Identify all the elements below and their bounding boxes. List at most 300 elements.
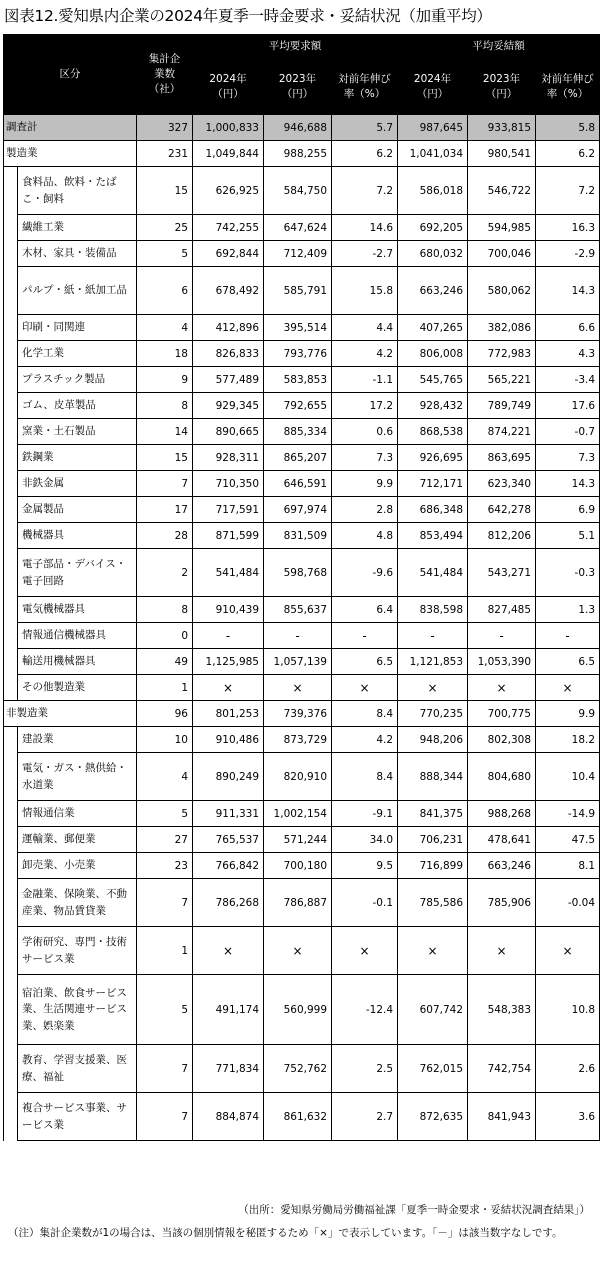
value-cell-set-2023: 623,340 [468,471,536,497]
value-cell-set-growth: 7.2 [536,167,600,215]
value-cell-set-growth: 3.6 [536,1093,600,1141]
value-cell-req-growth: 14.6 [332,215,398,241]
value-cell-set-2024: 770,235 [398,701,468,727]
value-cell-req-growth: 17.2 [332,393,398,419]
table-row [4,1045,600,1093]
table-row [4,419,600,445]
table-row [4,523,600,549]
value-cell-set-growth: 5.8 [536,115,600,141]
table-row [4,675,600,701]
table-row [4,341,600,367]
value-cell-req-2023: 792,655 [264,393,332,419]
value-cell-req-growth: -9.1 [332,801,398,827]
value-cell-set-2024: 706,231 [398,827,468,853]
category-cell: 教育、学習支援業、医療、福祉 [18,1045,137,1093]
value-cell-req-growth: 7.2 [332,167,398,215]
value-cell-count: 7 [137,1045,193,1093]
value-cell-req-growth: 2.7 [332,1093,398,1141]
value-cell-req-2023: 988,255 [264,141,332,167]
value-cell-req-growth: -1.1 [332,367,398,393]
value-cell-count: 49 [137,649,193,675]
table-row [4,975,600,1045]
value-cell-count: 28 [137,523,193,549]
value-cell-req-2024: 742,255 [193,215,264,241]
value-cell-set-2024: 888,344 [398,753,468,801]
value-cell-set-2024: 716,899 [398,853,468,879]
value-cell-req-growth: -9.6 [332,549,398,597]
value-cell-set-2023: 933,815 [468,115,536,141]
category-cell: ゴム、皮革製品 [18,393,137,419]
value-cell-count: 6 [137,267,193,315]
category-cell: 木材、家具・装備品 [18,241,137,267]
source-note: （出所：愛知県労働局労働福祉課「夏季一時金要求・妥結状況調査結果」） [238,1204,590,1216]
value-cell-count: 15 [137,445,193,471]
value-cell-set-2023: × [468,927,536,975]
value-cell-req-growth: 6.4 [332,597,398,623]
value-cell-req-2023: 1,002,154 [264,801,332,827]
value-cell-req-growth: × [332,927,398,975]
value-cell-req-2024: 766,842 [193,853,264,879]
value-cell-set-growth: 6.5 [536,649,600,675]
table-row [4,141,600,167]
value-cell-req-growth: 4.2 [332,341,398,367]
table-row [4,623,600,649]
value-cell-set-2023: 594,985 [468,215,536,241]
value-cell-set-2023: 863,695 [468,445,536,471]
value-cell-set-2023: 663,246 [468,853,536,879]
value-cell-set-2024: 541,484 [398,549,468,597]
table-body [4,115,600,1141]
table-row [4,267,600,315]
value-cell-req-growth: 5.7 [332,115,398,141]
value-cell-req-2023: × [264,927,332,975]
value-cell-set-2024: × [398,927,468,975]
value-cell-set-2024: 785,586 [398,879,468,927]
value-cell-req-2024: 890,665 [193,419,264,445]
value-cell-req-growth: 4.2 [332,727,398,753]
indent-cell [4,523,18,549]
value-cell-set-growth: 14.3 [536,471,600,497]
category-cell: 繊維工業 [18,215,137,241]
value-cell-req-growth: 8.4 [332,701,398,727]
indent-cell [4,419,18,445]
value-cell-req-2023: 865,207 [264,445,332,471]
value-cell-set-2023: 772,983 [468,341,536,367]
table-row [4,701,600,727]
value-cell-req-2024: 765,537 [193,827,264,853]
category-cell: 電気機械器具 [18,597,137,623]
value-cell-req-growth: 0.6 [332,419,398,445]
table-row [4,471,600,497]
value-cell-req-2024: 692,844 [193,241,264,267]
value-cell-req-2024: 1,125,985 [193,649,264,675]
value-cell-count: 8 [137,393,193,419]
value-cell-count: 9 [137,367,193,393]
value-cell-set-growth: 6.9 [536,497,600,523]
value-cell-count: 1 [137,927,193,975]
value-cell-set-growth: 16.3 [536,215,600,241]
value-cell-req-2024: 412,896 [193,315,264,341]
value-cell-req-2023: 786,887 [264,879,332,927]
value-cell-count: 17 [137,497,193,523]
category-cell: プラスチック製品 [18,367,137,393]
value-cell-set-growth: 17.6 [536,393,600,419]
value-cell-req-2023: × [264,675,332,701]
value-cell-req-growth: 4.8 [332,523,398,549]
value-cell-set-2024: - [398,623,468,649]
value-cell-req-2023: 752,762 [264,1045,332,1093]
value-cell-req-2024: 910,486 [193,727,264,753]
category-cell: 卸売業、小売業 [18,853,137,879]
value-cell-req-growth: 8.4 [332,753,398,801]
value-cell-req-2023: 584,750 [264,167,332,215]
category-cell: 運輸業、郵便業 [18,827,137,853]
figure-title: 図表12.愛知県内企業の2024年夏季一時金要求・妥結状況（加重平均） [4,7,492,25]
value-cell-req-2023: 861,632 [264,1093,332,1141]
table-row [4,827,600,853]
indent-cell [4,879,18,927]
value-cell-count: 2 [137,549,193,597]
value-cell-req-2023: 646,591 [264,471,332,497]
value-cell-count: 10 [137,727,193,753]
value-cell-req-growth: × [332,675,398,701]
value-cell-req-2024: - [193,623,264,649]
value-cell-set-2024: 868,538 [398,419,468,445]
value-cell-count: 7 [137,879,193,927]
value-cell-set-growth: -0.04 [536,879,600,927]
value-cell-req-growth: -12.4 [332,975,398,1045]
table-row [4,167,600,215]
value-cell-req-2023: 831,509 [264,523,332,549]
value-cell-req-2023: 583,853 [264,367,332,393]
indent-cell [4,341,18,367]
value-cell-set-2024: 841,375 [398,801,468,827]
table-row [4,597,600,623]
value-cell-req-growth: 4.4 [332,315,398,341]
table-row [4,801,600,827]
value-cell-req-2024: 890,249 [193,753,264,801]
value-cell-req-2024: 678,492 [193,267,264,315]
value-cell-req-2023: 946,688 [264,115,332,141]
value-cell-set-growth: 6.6 [536,315,600,341]
value-cell-req-2023: 598,768 [264,549,332,597]
table-row [4,393,600,419]
value-cell-req-growth: -0.1 [332,879,398,927]
table-row [4,727,600,753]
value-cell-set-2024: 838,598 [398,597,468,623]
value-cell-req-growth: 15.8 [332,267,398,315]
value-cell-set-2023: 988,268 [468,801,536,827]
table-row [4,879,600,927]
value-cell-set-growth: 4.3 [536,341,600,367]
value-cell-set-2024: 607,742 [398,975,468,1045]
indent-cell [4,975,18,1045]
category-cell: 電気・ガス・熱供給・水道業 [18,753,137,801]
header-settled-2024: 2024年（円） [398,60,468,115]
value-cell-set-2024: 663,246 [398,267,468,315]
indent-cell [4,827,18,853]
value-cell-set-2023: 812,206 [468,523,536,549]
indent-cell [4,241,18,267]
category-cell: 複合サービス事業、サービス業 [18,1093,137,1141]
value-cell-set-growth: 47.5 [536,827,600,853]
value-cell-set-2023: 642,278 [468,497,536,523]
indent-cell [4,753,18,801]
table-row [4,649,600,675]
indent-cell [4,727,18,753]
value-cell-req-2023: 885,334 [264,419,332,445]
value-cell-req-growth: - [332,623,398,649]
value-cell-set-2023: - [468,623,536,649]
indent-cell [4,445,18,471]
value-cell-set-growth: 9.9 [536,701,600,727]
value-cell-set-2023: 785,906 [468,879,536,927]
value-cell-req-growth: 2.5 [332,1045,398,1093]
value-cell-req-2024: 1,049,844 [193,141,264,167]
header-category: 区分 [4,35,137,115]
value-cell-req-2024: 871,599 [193,523,264,549]
value-cell-req-2023: 585,791 [264,267,332,315]
bonus-table [3,34,600,1141]
value-cell-set-growth: 14.3 [536,267,600,315]
value-cell-set-growth: 10.4 [536,753,600,801]
value-cell-req-2023: 700,180 [264,853,332,879]
category-cell: 鉄鋼業 [18,445,137,471]
category-cell: パルプ・紙・紙加工品 [18,267,137,315]
value-cell-count: 0 [137,623,193,649]
value-cell-count: 18 [137,341,193,367]
table-row [4,445,600,471]
table-row [4,115,600,141]
value-cell-req-2024: 928,311 [193,445,264,471]
value-cell-set-growth: -0.3 [536,549,600,597]
value-cell-count: 15 [137,167,193,215]
value-cell-set-2024: 762,015 [398,1045,468,1093]
table-row [4,549,600,597]
value-cell-set-2024: 1,041,034 [398,141,468,167]
indent-cell [4,853,18,879]
value-cell-set-2024: 712,171 [398,471,468,497]
value-cell-count: 5 [137,241,193,267]
value-cell-count: 5 [137,975,193,1045]
value-cell-req-growth: 6.5 [332,649,398,675]
value-cell-set-2024: 407,265 [398,315,468,341]
indent-cell [4,549,18,597]
value-cell-set-2023: 565,221 [468,367,536,393]
value-cell-set-2024: 806,008 [398,341,468,367]
value-cell-req-2024: 884,874 [193,1093,264,1141]
value-cell-req-2024: 1,000,833 [193,115,264,141]
value-cell-set-growth: -14.9 [536,801,600,827]
header-settled-growth: 対前年伸び率（%） [536,60,600,115]
value-cell-count: 8 [137,597,193,623]
category-cell: 情報通信機械器具 [18,623,137,649]
header-settled-2023: 2023年（円） [468,60,536,115]
value-cell-set-growth: 7.3 [536,445,600,471]
header-group-request: 平均要求額 [193,35,398,60]
value-cell-set-2023: 700,046 [468,241,536,267]
category-cell: 非鉄金属 [18,471,137,497]
value-cell-count: 96 [137,701,193,727]
value-cell-req-2024: 577,489 [193,367,264,393]
category-cell: 機械器具 [18,523,137,549]
value-cell-req-2024: 771,834 [193,1045,264,1093]
table-row [4,241,600,267]
value-cell-set-2023: 802,308 [468,727,536,753]
category-cell: 化学工業 [18,341,137,367]
value-cell-set-2024: × [398,675,468,701]
value-cell-req-2024: 911,331 [193,801,264,827]
value-cell-req-2024: 717,591 [193,497,264,523]
value-cell-set-growth: 6.2 [536,141,600,167]
value-cell-set-growth: -2.9 [536,241,600,267]
value-cell-req-2023: 395,514 [264,315,332,341]
header-request-2023: 2023年（円） [264,60,332,115]
category-cell: 宿泊業、飲食サービス業、生活関連サービス業、娯楽業 [18,975,137,1045]
value-cell-set-growth: 18.2 [536,727,600,753]
indent-cell [4,927,18,975]
value-cell-set-growth: 8.1 [536,853,600,879]
value-cell-count: 327 [137,115,193,141]
table-row [4,753,600,801]
indent-cell [4,267,18,315]
indent-cell [4,1045,18,1093]
value-cell-set-2024: 545,765 [398,367,468,393]
value-cell-req-growth: 34.0 [332,827,398,853]
table-row [4,853,600,879]
category-cell: 製造業 [4,141,137,167]
value-cell-set-growth: 2.6 [536,1045,600,1093]
table-row [4,927,600,975]
value-cell-set-2023: 742,754 [468,1045,536,1093]
value-cell-set-growth: - [536,623,600,649]
value-cell-req-2024: 541,484 [193,549,264,597]
value-cell-req-growth: -2.7 [332,241,398,267]
value-cell-req-2024: 786,268 [193,879,264,927]
indent-cell [4,315,18,341]
value-cell-count: 14 [137,419,193,445]
value-cell-req-2023: 793,776 [264,341,332,367]
header-count: 集計企業数（社） [137,35,193,115]
indent-cell [4,649,18,675]
value-cell-req-2024: 826,833 [193,341,264,367]
value-cell-req-growth: 7.3 [332,445,398,471]
value-cell-req-2023: - [264,623,332,649]
value-cell-count: 231 [137,141,193,167]
value-cell-count: 27 [137,827,193,853]
category-cell: 窯業・土石製品 [18,419,137,445]
value-cell-set-2023: 548,383 [468,975,536,1045]
category-cell: 印刷・同関連 [18,315,137,341]
value-cell-set-2023: 874,221 [468,419,536,445]
value-cell-set-2024: 692,205 [398,215,468,241]
indent-cell [4,471,18,497]
value-cell-req-2024: 929,345 [193,393,264,419]
indent-cell [4,215,18,241]
category-cell: 非製造業 [4,701,137,727]
category-cell: 輸送用機械器具 [18,649,137,675]
indent-cell [4,1093,18,1141]
value-cell-count: 7 [137,471,193,497]
category-cell: 金融業、保険業、不動産業、物品賃貸業 [18,879,137,927]
category-cell: その他製造業 [18,675,137,701]
value-cell-set-2024: 987,645 [398,115,468,141]
value-cell-set-2024: 926,695 [398,445,468,471]
value-cell-set-2024: 872,635 [398,1093,468,1141]
value-cell-set-2023: 382,086 [468,315,536,341]
header-request-growth: 対前年伸び率（%） [332,60,398,115]
category-cell: 食料品、飲料・たばこ・飼料 [18,167,137,215]
value-cell-req-2023: 739,376 [264,701,332,727]
value-cell-req-growth: 9.5 [332,853,398,879]
value-cell-req-2024: 801,253 [193,701,264,727]
value-cell-req-2024: 626,925 [193,167,264,215]
value-cell-set-growth: -0.7 [536,419,600,445]
value-cell-req-2023: 571,244 [264,827,332,853]
value-cell-set-2023: 1,053,390 [468,649,536,675]
footnote: （注）集計企業数が1の場合は、当該の個別情報を秘匿するため「×」で表示しています。「－」は該当数字なしです。 [8,1227,563,1239]
category-cell: 情報通信業 [18,801,137,827]
value-cell-req-2023: 647,624 [264,215,332,241]
table-row [4,215,600,241]
table-row [4,367,600,393]
value-cell-set-2023: 827,485 [468,597,536,623]
header-request-2024: 2024年（円） [193,60,264,115]
table-row [4,1093,600,1141]
indent-cell [4,367,18,393]
value-cell-req-2024: 910,439 [193,597,264,623]
value-cell-set-2024: 948,206 [398,727,468,753]
category-cell: 電子部品・デバイス・電子回路 [18,549,137,597]
value-cell-req-2023: 697,974 [264,497,332,523]
value-cell-set-2023: 980,541 [468,141,536,167]
value-cell-req-2024: 710,350 [193,471,264,497]
value-cell-set-growth: 5.1 [536,523,600,549]
value-cell-req-2024: × [193,927,264,975]
value-cell-req-2023: 855,637 [264,597,332,623]
value-cell-count: 1 [137,675,193,701]
value-cell-set-2023: 580,062 [468,267,536,315]
value-cell-count: 23 [137,853,193,879]
value-cell-set-2024: 586,018 [398,167,468,215]
value-cell-set-growth: 1.3 [536,597,600,623]
value-cell-set-2023: 789,749 [468,393,536,419]
value-cell-set-growth: 10.8 [536,975,600,1045]
indent-cell [4,393,18,419]
value-cell-set-2023: 841,943 [468,1093,536,1141]
value-cell-set-2023: 804,680 [468,753,536,801]
value-cell-set-2023: × [468,675,536,701]
value-cell-set-growth: -3.4 [536,367,600,393]
value-cell-set-2024: 686,348 [398,497,468,523]
value-cell-req-2023: 873,729 [264,727,332,753]
value-cell-req-2024: 491,174 [193,975,264,1045]
value-cell-set-2023: 546,722 [468,167,536,215]
category-cell: 調査計 [4,115,137,141]
value-cell-req-2023: 820,910 [264,753,332,801]
value-cell-set-2024: 1,121,853 [398,649,468,675]
indent-cell [4,497,18,523]
value-cell-count: 25 [137,215,193,241]
header-group-settled: 平均妥結額 [398,35,600,60]
category-cell: 金属製品 [18,497,137,523]
table-row [4,315,600,341]
value-cell-set-2023: 478,641 [468,827,536,853]
value-cell-set-2024: 853,494 [398,523,468,549]
value-cell-set-2024: 680,032 [398,241,468,267]
indent-cell [4,801,18,827]
indent-cell [4,597,18,623]
